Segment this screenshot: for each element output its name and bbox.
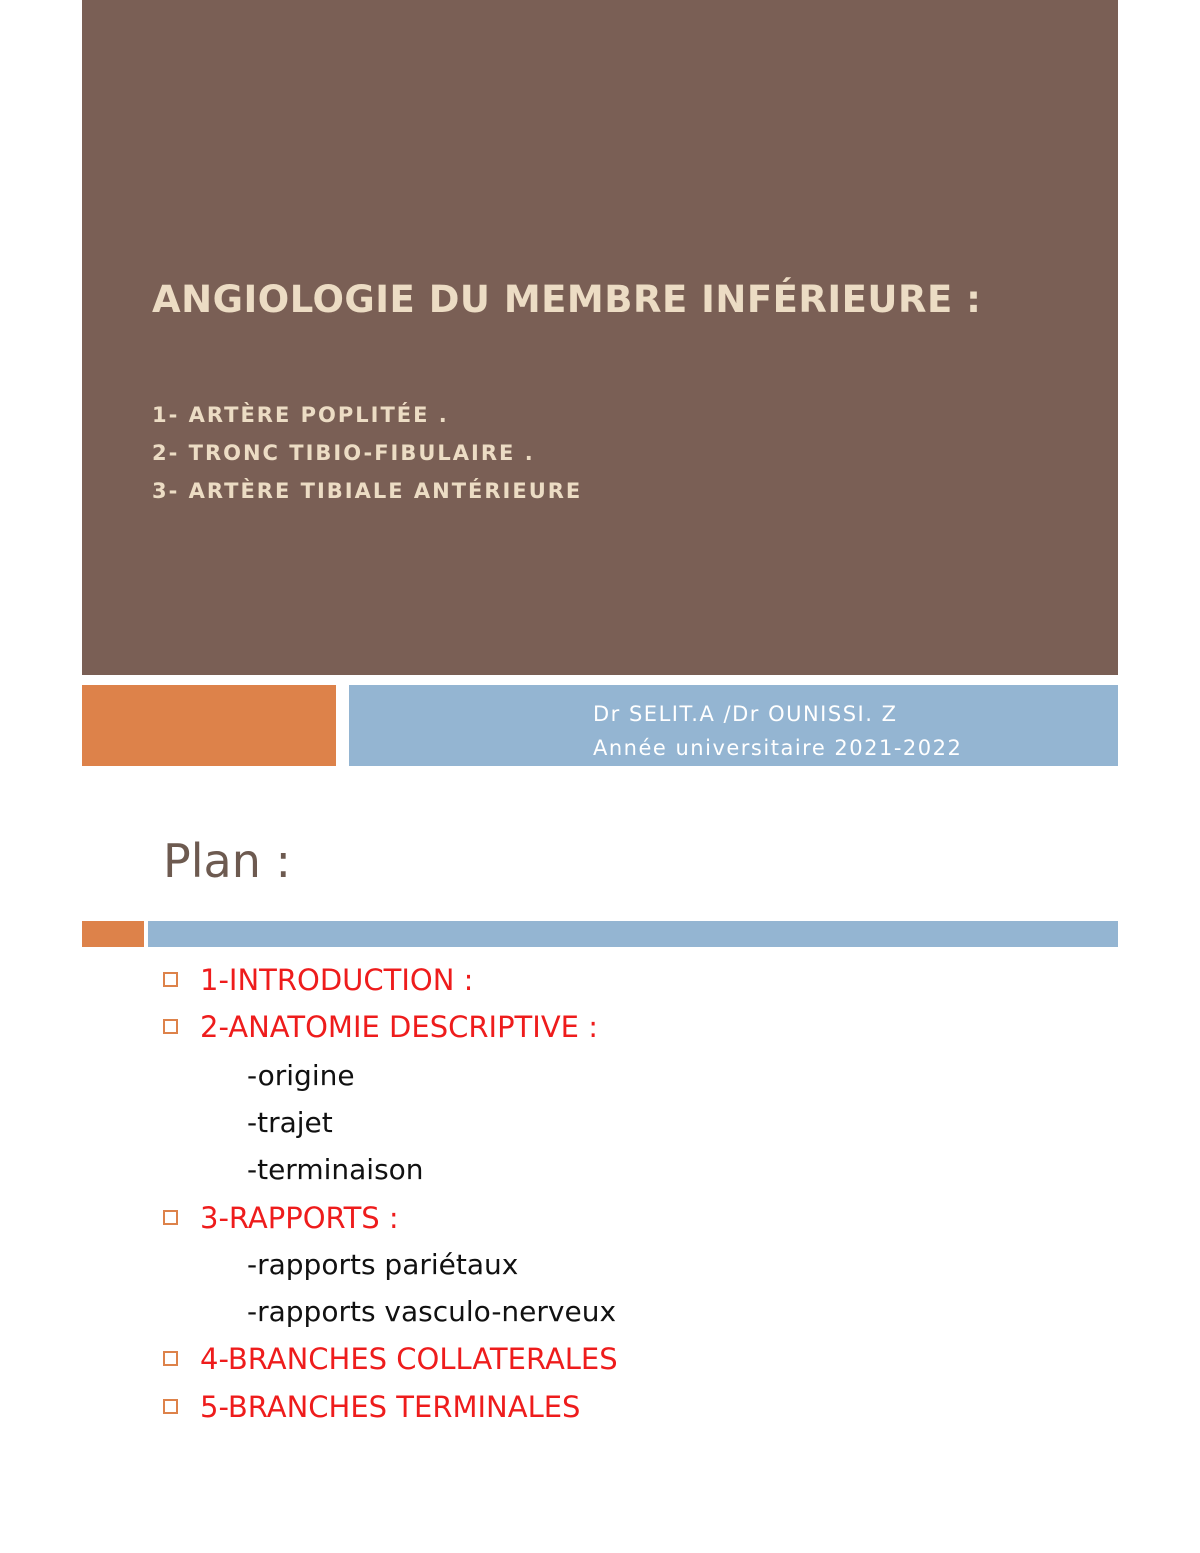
square-bullet-icon bbox=[163, 1019, 178, 1034]
plan-section-label: 4-BRANCHES COLLATERALES bbox=[200, 1342, 618, 1376]
plan-section bbox=[200, 1007, 598, 1047]
plan-section bbox=[200, 1198, 399, 1238]
orange-accent-bar-small bbox=[82, 921, 144, 947]
academic-year: Année universitaire 2021-2022 bbox=[593, 736, 963, 760]
cover-subtitles bbox=[152, 396, 582, 510]
credits-bar bbox=[349, 685, 1118, 766]
plan-subitem: -rapports vasculo-nerveux bbox=[247, 1295, 617, 1328]
plan-title: Plan : bbox=[163, 834, 291, 888]
plan-section bbox=[200, 960, 473, 1000]
credits bbox=[593, 697, 962, 765]
plan-subitem: -trajet bbox=[247, 1106, 333, 1139]
cover-subtitle: 2- TRONC TIBIO-FIBULAIRE . bbox=[152, 441, 535, 465]
square-bullet-icon bbox=[163, 1351, 178, 1366]
square-bullet-icon bbox=[163, 1399, 178, 1414]
plan-section-label: 2-ANATOMIE DESCRIPTIVE : bbox=[200, 1010, 598, 1044]
plan-section-label: 3-RAPPORTS : bbox=[200, 1201, 399, 1235]
plan-section-label: 1-INTRODUCTION : bbox=[200, 963, 474, 997]
cover-subtitle: 3- ARTÈRE TIBIALE ANTÉRIEURE bbox=[152, 479, 583, 503]
plan-subitem: -origine bbox=[247, 1059, 355, 1092]
plan-section bbox=[200, 1387, 580, 1427]
cover-subtitle: 1- ARTÈRE POPLITÉE . bbox=[152, 403, 449, 427]
orange-accent-bar bbox=[82, 685, 336, 766]
cover-slide bbox=[82, 0, 1118, 675]
plan-subitem: -terminaison bbox=[247, 1153, 424, 1186]
plan-section-label: 5-BRANCHES TERMINALES bbox=[200, 1390, 581, 1424]
plan-section bbox=[200, 1339, 618, 1379]
authors: Dr SELIT.A /Dr OUNISSI. Z bbox=[593, 702, 898, 726]
square-bullet-icon bbox=[163, 972, 178, 987]
square-bullet-icon bbox=[163, 1210, 178, 1225]
blue-divider-bar bbox=[148, 921, 1118, 947]
cover-title: ANGIOLOGIE DU MEMBRE INFÉRIEURE : bbox=[152, 278, 982, 321]
plan-subitem: -rapports pariétaux bbox=[247, 1248, 519, 1281]
